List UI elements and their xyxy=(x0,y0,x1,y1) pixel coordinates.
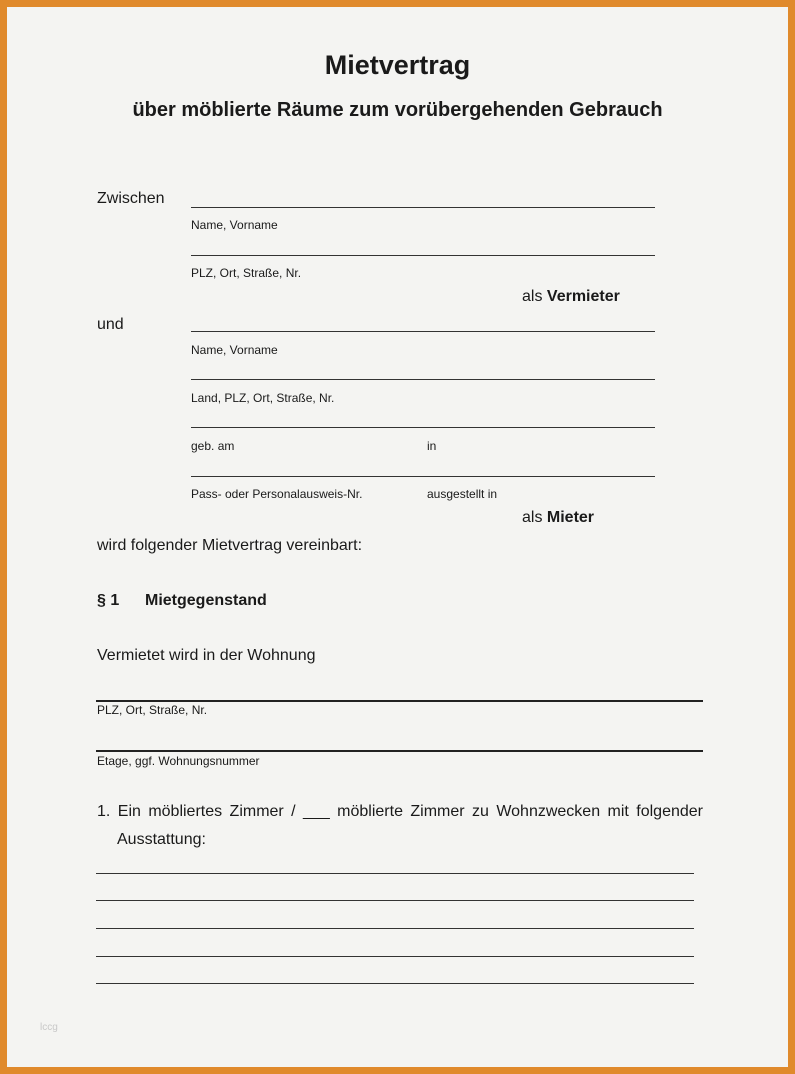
document-subtitle: über möblierte Räume zum vorübergehenden Gebrauch xyxy=(132,99,663,121)
tenant-name-label: Name, Vorname xyxy=(191,343,278,357)
equipment-line xyxy=(96,956,694,957)
equipment-line xyxy=(96,928,694,929)
tenant-id-label: Pass- oder Personalausweis-Nr. xyxy=(191,487,363,501)
rental-address-line xyxy=(96,700,703,702)
rental-address-label: PLZ, Ort, Straße, Nr. xyxy=(97,703,208,717)
tenant-intro: und xyxy=(97,316,124,333)
tenant-name-line xyxy=(191,331,655,332)
tenant-birth-line xyxy=(191,427,655,428)
landlord-role-label: Vermieter xyxy=(546,288,620,305)
equipment-line xyxy=(96,900,694,901)
tenant-born-label: geb. am xyxy=(191,439,235,453)
landlord-role xyxy=(522,288,620,306)
tenant-role-prefix: als xyxy=(522,509,543,526)
equipment-line xyxy=(96,873,694,874)
landlord-role-prefix: als xyxy=(522,288,543,305)
tenant-role-label: Mieter xyxy=(546,509,595,526)
tenant-address-line xyxy=(191,379,655,380)
document-title: Mietvertrag xyxy=(324,50,471,80)
landlord-address-label: PLZ, Ort, Straße, Nr. xyxy=(191,266,302,280)
item1-text-line1: 1. Ein möbliertes Zimmer / ___ möblierte Zimmer zu Wohnzwecken mit folgender xyxy=(97,803,703,820)
section-heading: Mietgegenstand xyxy=(145,592,267,609)
tenant-born-in-label: in xyxy=(427,439,437,453)
landlord-address-line xyxy=(191,255,655,256)
landlord-name-label: Name, Vorname xyxy=(191,218,278,232)
tenant-address-label: Land, PLZ, Ort, Straße, Nr. xyxy=(191,391,335,405)
item1-text-line2: Ausstattung: xyxy=(117,831,206,848)
tenant-issued-label: ausgestellt in xyxy=(427,487,498,501)
section-number: § 1 xyxy=(97,592,120,609)
tenant-id-line xyxy=(191,476,655,477)
landlord-intro: Zwischen xyxy=(97,190,165,207)
rental-floor-label: Etage, ggf. Wohnungsnummer xyxy=(97,754,260,768)
rental-floor-line xyxy=(96,750,703,752)
equipment-line xyxy=(96,983,694,984)
landlord-name-line xyxy=(191,207,655,208)
tenant-role xyxy=(522,509,594,527)
rental-intro: Vermietet wird in der Wohnung xyxy=(97,647,316,664)
watermark: lccg xyxy=(40,1022,58,1033)
agreement-text: wird folgender Mietvertrag vereinbart: xyxy=(97,537,363,554)
